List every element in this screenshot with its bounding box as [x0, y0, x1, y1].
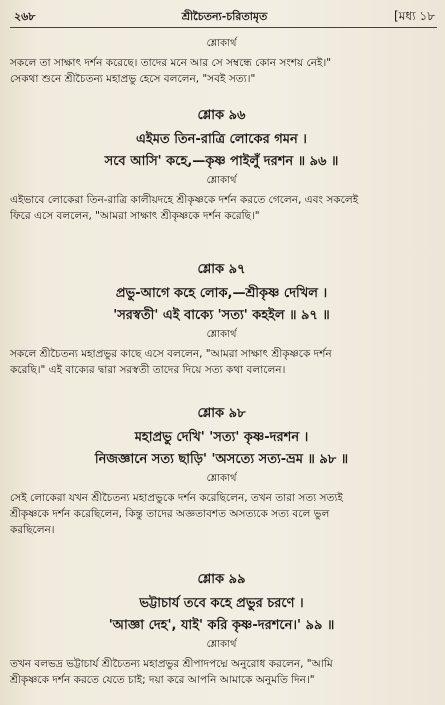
book-title: শ্রীচৈতন্য-চরিতামৃত [181, 10, 268, 23]
translation-line: করছিলেন। [10, 524, 55, 536]
translation-label: শ্লোকার্থ [206, 38, 237, 49]
header-rule [10, 27, 437, 28]
translation-block-95 [10, 36, 433, 87]
translation-line: সেকথা শুনে শ্রীচৈতন্য মহাপ্রভু হেসে বললেন, "সবই সত্য।" [10, 73, 256, 85]
verse-line: ভট্টাচার্য তবে কহে প্রভুর চরণে । [139, 596, 304, 611]
sloka-verse [10, 427, 433, 471]
chapter-marker: [মধ্য ১৮ [394, 9, 435, 23]
translation-line: সকলে শ্রীচৈতন্য মহাপ্রভুর কাছে এসে বললেন, "আমরা সাক্ষাৎ শ্রীকৃষ্ণকে দর্শন [10, 348, 332, 360]
translation-line: সকলে তা সাক্ষাৎ দর্শন করেছে। তাদের মনে আর সে সম্বন্ধে কোন সংশয় নেই।" [10, 57, 332, 69]
translation-line: করেছি।" এই বাক্যের দ্বারা সরস্বতী তাদের দিয়ে সত্য কথা বলালেন। [10, 364, 286, 376]
translation-text [10, 656, 433, 688]
translation-line: ফিরে এসে বললেন, "আমরা সাক্ষাৎ শ্রীকৃষ্ণকে দর্শন করেছি।" [10, 210, 260, 222]
page-number: ২৬৮ [14, 10, 36, 23]
translation-line: তখন বলভদ্র ভট্টাচার্য শ্রীচৈতন্য মহাপ্রভুর শ্রীপাদপদ্মে অনুরোধ করলেন, "আমি [10, 658, 333, 670]
verse-line: সবে আসি' কহে,—কৃষ্ণ পাইলুঁ দরশন ॥ ৯৬ ॥ [104, 154, 339, 169]
sloka-block-99 [10, 570, 433, 688]
translation-text [10, 490, 433, 538]
verse-line: নিজজ্ঞানে সত্য ছাড়ি' 'অসত্যে সত্য-ভ্রম ॥ ৯৮ ॥ [94, 452, 349, 467]
verse-line: 'আজ্ঞা দেহ', যাই' করি কৃষ্ণ-দরশনে।' ৯৯ ॥ [108, 618, 335, 633]
translation-text [10, 55, 433, 87]
sloka-verse [10, 593, 433, 637]
verse-line: মহাপ্রভু দেখি' 'সত্য' কৃষ্ণ-দরশন । [134, 430, 309, 445]
verse-line: প্রভু-আগে কহে লোক,—শ্রীকৃষ্ণ দেখিল । [115, 286, 328, 301]
translation-line: শ্রীকৃষ্ণকে দর্শন করতে যেতে চাই; দয়া করে আপনি আমাকে অনুমতি দিন।" [10, 674, 315, 686]
sloka-block-96 [10, 106, 433, 224]
translation-text [10, 346, 433, 378]
translation-line: এইভাবে লোকেরা তিন-রাত্রি কালীয়দহে শ্রীকৃষ্ণকে দর্শন করতে গেলেন, এবং সকলেই [10, 194, 359, 206]
translation-label: শ্লোকার্থ [206, 329, 237, 340]
translation-label: শ্লোকার্থ [206, 639, 237, 650]
sloka-heading: শ্লোক ৯৬ [197, 108, 246, 123]
sloka-block-97 [10, 260, 433, 378]
translation-line: শ্রীকৃষ্ণকে দর্শন করেছিলেন, কিন্তু তাদের অজ্ঞতাবশত অসত্যকে সত্য বলে ভুল [10, 508, 330, 520]
sloka-verse [10, 283, 433, 327]
translation-line: সেই লোকেরা যখন শ্রীচৈতন্য মহাপ্রভুকে দর্শন করেছিলেন, তখন তারা সত্য সত্যই [10, 492, 343, 504]
sloka-verse [10, 129, 433, 173]
verse-line: 'সরস্বতী' এই বাক্যে 'সত্য' কহইল ॥ ৯৭ ॥ [113, 308, 330, 323]
running-header [14, 6, 435, 28]
sloka-heading: শ্লোক ৯৯ [197, 572, 246, 587]
sloka-block-98 [10, 404, 433, 538]
sloka-heading: শ্লোক ৯৮ [197, 406, 246, 421]
verse-line: এইমত তিন-রাত্রি লোকের গমন । [136, 132, 307, 147]
translation-label: শ্লোকার্থ [206, 175, 237, 186]
sloka-heading: শ্লোক ৯৭ [197, 262, 246, 277]
translation-text [10, 192, 433, 224]
translation-label: শ্লোকার্থ [206, 473, 237, 484]
